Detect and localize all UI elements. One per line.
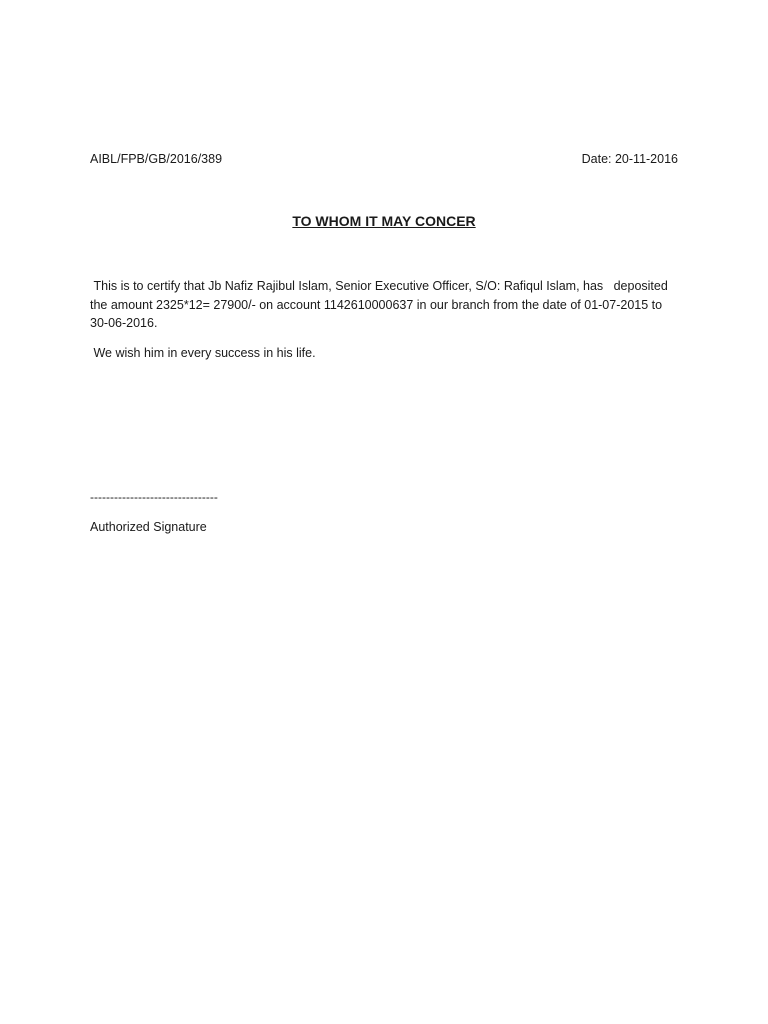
signature-line: -------------------------------- (90, 490, 218, 504)
letter-date: Date: 20-11-2016 (581, 152, 678, 166)
reference-number: AIBL/FPB/GB/2016/389 (90, 152, 223, 166)
certification-paragraph: This is to certify that Jb Nafiz Rajibul Islam, Senior Executive Officer, S/O: Rafiqul Islam, has deposited the amount 2325*12= 27900/- on account 1142610000637 in our branch from the date of 01-07-2015 to 30-06-2016. (90, 279, 672, 330)
signature-label: Authorized Signature (90, 520, 207, 534)
closing-paragraph: We wish him in every success in his life. (90, 346, 316, 360)
letter-header (90, 151, 678, 167)
letter-title: TO WHOM IT MAY CONCER (292, 213, 476, 229)
